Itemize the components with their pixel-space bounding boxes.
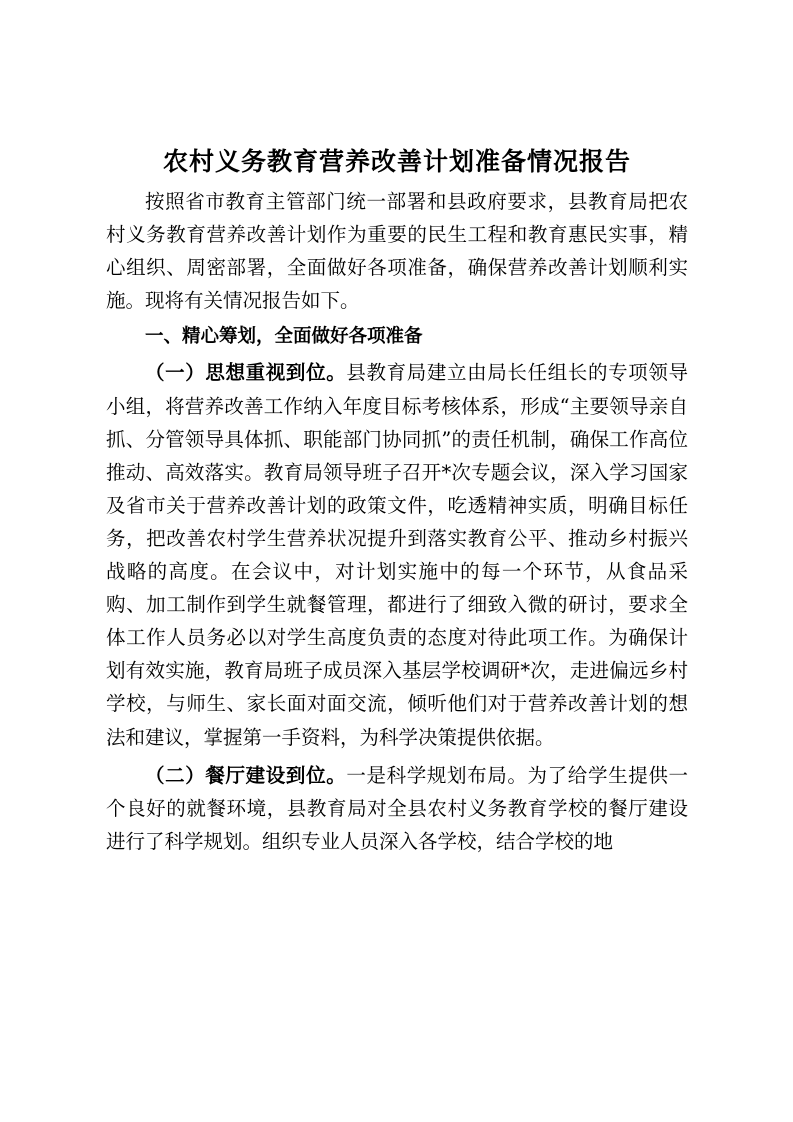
document-page — [106, 140, 688, 858]
intro-paragraph: 按照省市教育主管部门统一部署和县政府要求，县教育局把农村义务教育营养改善计划作为重要的民生工程和教育惠民实事，精心组织、周密部署，全面做好各项准备，确保营养改善计划顺利实施。现将有关情况报告如下。 — [106, 190, 688, 313]
item-body-2: 一是科学规划布局。为了给学生提供一个良好的就餐环境，县教育局对全县农村义务教育学校的餐厅建设进行了科学规划。组织专业人员深入各学校，结合学校的地 — [106, 763, 688, 853]
item-lead-1: （一）思想重视到位。 — [145, 361, 347, 385]
document-title: 农村义务教育营养改善计划准备情况报告 — [162, 147, 631, 176]
item-paragraph-2 — [106, 759, 688, 858]
section-heading: 一、精心筹划，全面做好各项准备 — [145, 326, 423, 348]
item-lead-2: （二）餐厅建设到位。 — [145, 763, 347, 787]
item-body-1: 县教育局建立由局长任组长的专项领导小组，将营养改善工作纳入年度目标考核体系，形成“主要领导亲自抓、分管领导具体抓、职能部门协同抓”的责任机制，确保工作高位推动、高效落实。教育局领导班子召开*次专题会议，深入学习国家及省市关于营养改善计划的政策文件，吃透精神实质，明确目标任务，把改善农村学生营养状况提升到落实教育公平、推动乡村振兴战略的高度。在会议中，对计划实施中的每一个环节，从食品采购、加工制作到学生就餐管理，都进行了细致入微的研讨，要求全体工作人员务必以对学生高度负责的态度对待此项工作。为确保计划有效实施，教育局班子成员深入基层学校调研*次，走进偏远乡村学校，与师生、家长面对面交流，倾听他们对于营养改善计划的想法和建议，掌握第一手资料，为科学决策提供依据。 — [106, 361, 688, 749]
item-paragraph-1 — [106, 356, 688, 753]
